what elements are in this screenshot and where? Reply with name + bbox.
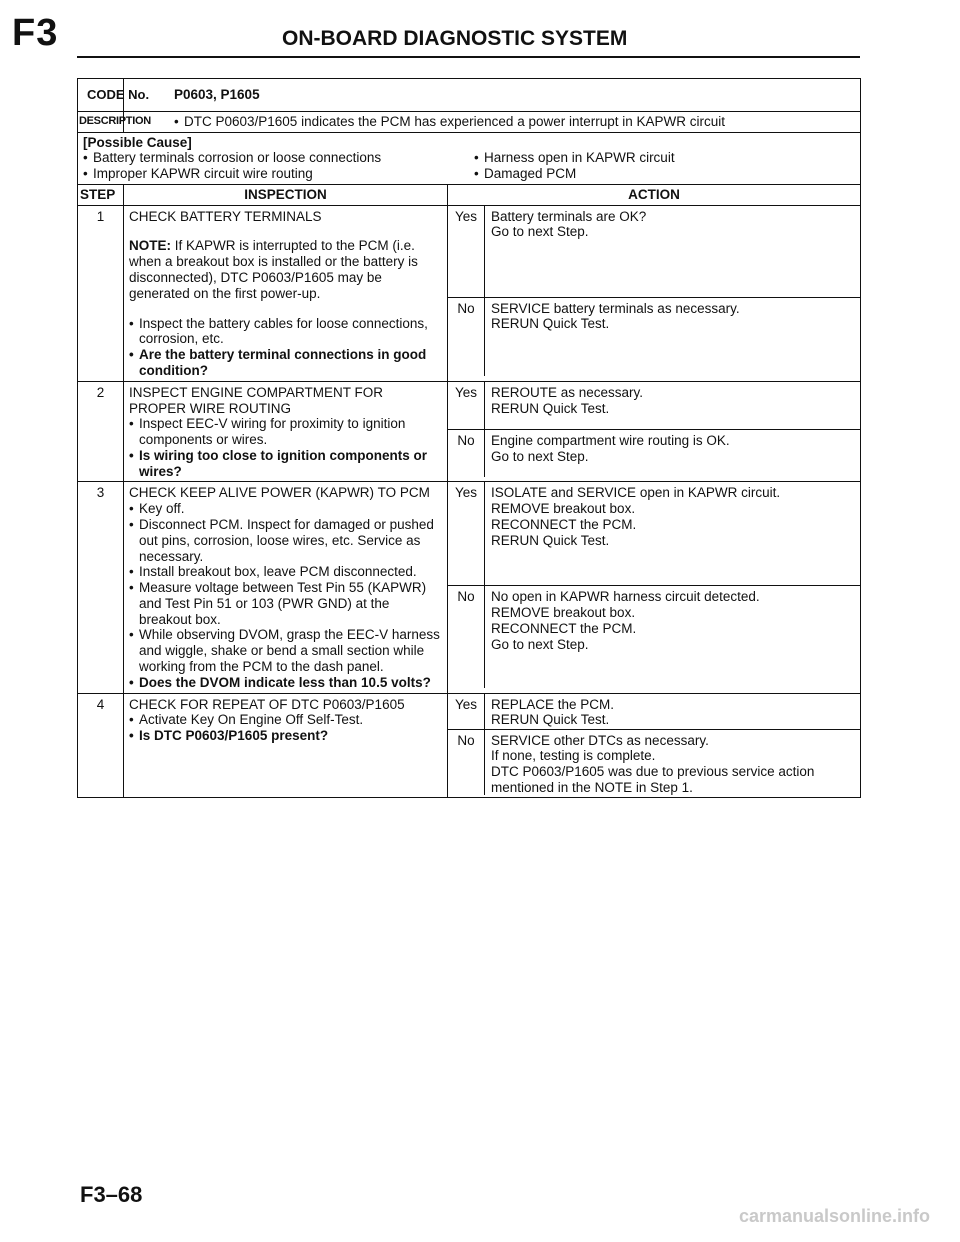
- answer-yes: [448, 482, 860, 586]
- step-row: [78, 482, 861, 693]
- col-inspection-header: INSPECTION: [124, 184, 448, 205]
- action-line: SERVICE battery terminals as necessary.: [491, 300, 740, 316]
- action-line: SERVICE other DTCs as necessary.: [491, 732, 709, 748]
- action-line: RERUN Quick Test.: [491, 712, 610, 728]
- step-item: Inspect EEC-V wiring for proximity to ignition components or wires.: [139, 416, 406, 448]
- action-line: REROUTE as necessary.: [491, 384, 644, 400]
- yes-label: Yes: [448, 206, 485, 297]
- code-row: [78, 79, 861, 112]
- action-line: Battery terminals are OK?: [491, 208, 647, 224]
- step-number: 3: [78, 482, 124, 693]
- yes-label: Yes: [448, 694, 485, 729]
- answer-yes: [448, 694, 860, 730]
- col-step-header: STEP: [78, 184, 124, 205]
- step-answers: [448, 693, 861, 797]
- step-question: Are the battery terminal connections in good condition?: [139, 347, 427, 378]
- step-row: [78, 205, 861, 381]
- action-line: Go to next Step.: [491, 224, 589, 240]
- action-line: Engine compartment wire routing is OK.: [491, 432, 730, 448]
- step-answers: [448, 205, 861, 381]
- step-title: CHECK BATTERY TERMINALS: [129, 208, 322, 224]
- answer-yes: [448, 382, 860, 430]
- action-line: Go to next Step.: [491, 636, 589, 652]
- cause-item: Battery terminals corrosion or loose connections: [93, 150, 382, 166]
- step-title: CHECK FOR REPEAT OF DTC P0603/P1605: [129, 696, 405, 712]
- action-line: RERUN Quick Test.: [491, 316, 610, 332]
- step-inspection: CHECK BATTERY TERMINALS NOTE: If KAPWR is interrupted to the PCM (i.e. when a breakout box is installed or the battery is disconnected), DTC P0603/P1605 may be generated on the first power-up. • Inspect the battery cables for loose connections, corrosion, etc. • Are the battery terminal connections in good condition?: [124, 205, 448, 381]
- step-title: CHECK KEEP ALIVE POWER (KAPWR) TO PCM: [129, 485, 430, 501]
- step-number: 1: [78, 205, 124, 381]
- possible-cause-row: [78, 132, 861, 184]
- action-line: ISOLATE and SERVICE open in KAPWR circuit.: [491, 485, 781, 501]
- action-line: RECONNECT the PCM.: [491, 620, 637, 636]
- no-label: No: [448, 430, 485, 477]
- col-action-header: ACTION: [448, 184, 861, 205]
- step-item: Inspect the battery cables for loose connections, corrosion, etc.: [139, 315, 428, 347]
- action-line: DTC P0603/P1605 was due to previous service action: [491, 764, 815, 780]
- action-line: REPLACE the PCM.: [491, 696, 615, 712]
- step-item: Install breakout box, leave PCM disconnected.: [139, 564, 417, 580]
- action-line: REMOVE breakout box.: [491, 501, 636, 517]
- action-line: Go to next Step.: [491, 448, 589, 464]
- page-number: F3–68: [80, 1182, 143, 1207]
- step-title: INSPECT ENGINE COMPARTMENT FOR PROPER WIRE ROUTING: [129, 384, 384, 416]
- answer-no: [448, 298, 860, 376]
- step-inspection: INSPECT ENGINE COMPARTMENT FOR PROPER WIRE ROUTING • Inspect EEC-V wiring for proximity to ignition components or wires. • Is wiring too close to ignition components or wires?: [124, 381, 448, 482]
- answer-no: [448, 430, 860, 477]
- no-label: No: [448, 586, 485, 688]
- section-code: F3: [12, 12, 59, 54]
- description-text: • DTC P0603/P1605 indicates the PCM has experienced a power interrupt in KAPWR circuit: [124, 111, 861, 132]
- column-header-row: [78, 184, 861, 205]
- step-number: 2: [78, 381, 124, 482]
- step-item: Disconnect PCM. Inspect for damaged or pushed out pins, corrosion, loose wires, etc. Service as necessary.: [139, 516, 434, 564]
- no-label: No: [448, 730, 485, 795]
- action-line: mentioned in the NOTE in Step 1.: [491, 779, 693, 795]
- possible-cause-cell: [78, 132, 861, 184]
- step-question: Is DTC P0603/P1605 present?: [139, 728, 329, 744]
- code-label: CODE No.: [78, 79, 124, 112]
- yes-label: Yes: [448, 382, 485, 429]
- step-question: Is wiring too close to ignition components or wires?: [139, 447, 428, 479]
- action-line: RECONNECT the PCM.: [491, 516, 637, 532]
- step-note: NOTE: If KAPWR is interrupted to the PCM (i.e. when a breakout box is installed or the battery is disconnected), DTC P0603/P1605 may be generated on the first power-up.: [129, 238, 418, 301]
- action-line: REMOVE breakout box.: [491, 605, 636, 621]
- heading-divider: [77, 56, 860, 58]
- step-item: Key off.: [139, 501, 185, 517]
- answer-yes: [448, 206, 860, 298]
- no-label: No: [448, 298, 485, 376]
- step-inspection: CHECK FOR REPEAT OF DTC P0603/P1605 • Activate Key On Engine Off Self-Test. • Is DTC P0603/P1605 present?: [124, 693, 448, 797]
- answer-no: [448, 730, 860, 795]
- description-label: DESCRIPTION: [78, 111, 124, 132]
- step-item: Measure voltage between Test Pin 55 (KAPWR) and Test Pin 51 or 103 (PWR GND) at the breakout box.: [139, 580, 427, 627]
- causes-left: • Battery terminals corrosion or loose connections • Improper KAPWR circuit wire routing: [83, 150, 464, 182]
- action-line: No open in KAPWR harness circuit detected.: [491, 589, 760, 605]
- possible-cause-label: [Possible Cause]: [83, 134, 192, 150]
- action-line: RERUN Quick Test.: [491, 400, 610, 416]
- description-row: [78, 111, 861, 132]
- code-value: P0603, P1605: [124, 79, 861, 112]
- step-inspection: CHECK KEEP ALIVE POWER (KAPWR) TO PCM • Key off. • Disconnect PCM. Inspect for damaged or pushed out pins, corrosion, loose wires, etc. Service as necessary. • Install breakout box, leave PCM disconnected. • Measure voltage between Test Pin 55 (KAPWR) and Test Pin 51 or 103 (PWR GND) at the breakout box. • While observing DVOM, grasp the EEC-V harness and wiggle, shake or bend a small section while working from the PCM to the dash panel. • Does the DVOM indicate less than 10.5 volts?: [124, 482, 448, 693]
- action-line: If none, testing is complete.: [491, 748, 656, 764]
- step-answers: [448, 381, 861, 482]
- step-row: [78, 693, 861, 797]
- cause-item: Improper KAPWR circuit wire routing: [93, 166, 313, 182]
- watermark: carmanualsonline.info: [738, 1206, 930, 1226]
- step-row: [78, 381, 861, 482]
- cause-item: Damaged PCM: [484, 166, 577, 182]
- causes-right: • Harness open in KAPWR circuit • Damaged PCM: [464, 150, 855, 182]
- step-item: While observing DVOM, grasp the EEC-V harness and wiggle, shake or bend a small section while working from the PCM to the dash panel.: [139, 627, 440, 674]
- answer-no: [448, 586, 860, 688]
- page-title: ON-BOARD DIAGNOSTIC SYSTEM: [282, 27, 628, 50]
- diagnostic-table: [77, 78, 861, 798]
- cause-item: Harness open in KAPWR circuit: [484, 150, 675, 166]
- step-answers: [448, 482, 861, 693]
- step-item: Activate Key On Engine Off Self-Test.: [139, 712, 364, 728]
- step-number: 4: [78, 693, 124, 797]
- step-question: Does the DVOM indicate less than 10.5 volts?: [139, 674, 431, 690]
- action-line: RERUN Quick Test.: [491, 532, 610, 548]
- yes-label: Yes: [448, 482, 485, 585]
